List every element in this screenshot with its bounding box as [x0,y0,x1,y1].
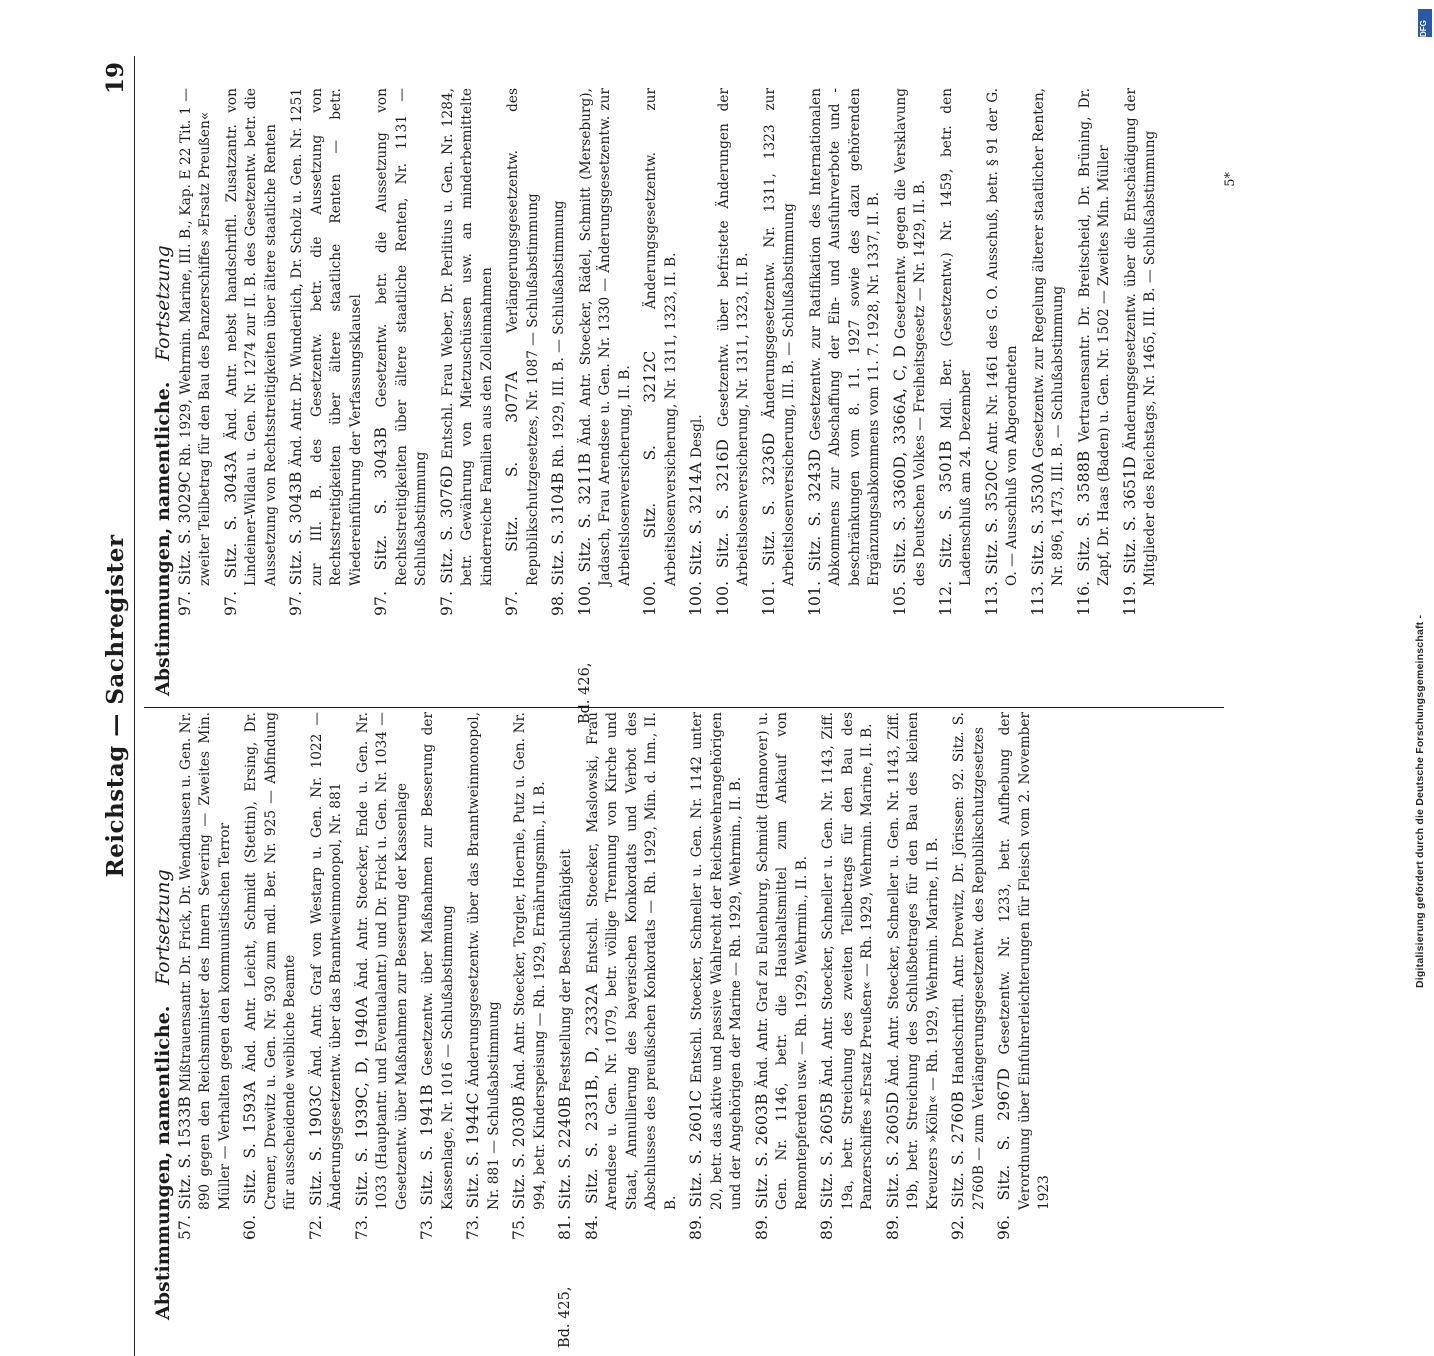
left-entry [418,712,458,1320]
entry-reference: 89. Sitz. S. 2601C [687,1089,705,1240]
entry-reference: 89. Sitz. S. 2605D [883,1091,902,1240]
entry-text: Änd. Antr. Stoecker, Schneller u. Gen. Nr. 1143, Ziff. 19a, betr. Streichung des zweiten Teilbetrags für den Bau des Panzerschiffes »Ersatz Preußen« — Rh. 1929, Wehrmin. Marine, II. B. [820,712,875,1210]
section-heading [154,712,174,1320]
section-title-right: Abstimmungen, namentliche. [152,381,174,696]
entry-reference: 113. Sitz. S. 3530A [1028,462,1047,616]
section-continued-right: Fortsetzung [152,245,174,361]
entry-text: Gesetzentw. über Maßnahmen zur Besserung der Kassenlage, Nr. 1016 — Schlußabstimmung [420,712,456,1210]
entry-reference: 101. Sitz. S. 3243D [805,449,824,616]
section-heading-right [154,88,174,696]
entry-text: Gesetzentw. zur Ratifikation des Internationalen Abkommens zur Abschaffung der Ein- und Ausfuhrverbote und -beschränkungen vom 8. 11. 1927 sowie des dazu gehörenden Ergänzungsabkommens vom 11. 7. 1928, Nr. 1337, II. B. [807,88,882,586]
entry-reference: 97. Sitz. S. 3043A [221,451,240,616]
entry-reference: 97. Sitz. S. 3043B [372,426,390,616]
left-entry [510,712,550,1320]
entry-text: Handschriftl. Antr. Drewitz, Dr. Jörissen: 92. Sitz. S. 2760B — zum Verlängerungsgesetzentw. des Republikschutzgesetzes [951,712,987,1210]
entry-text: Änderungsgesetzentw. über die Entschädigung der Mitglieder des Reichstags, Nr. 1465, III. B. — Schlußabstimmung [1122,88,1158,586]
entry-reference: 75. Sitz. S. 2030B [510,1095,528,1240]
entry-reference: 60. Sitz. S. 1593A [241,1081,259,1240]
right-column [152,87,1238,724]
entry-reference: 73. Sitz. S. 1941B [418,1084,436,1240]
entry-reference: 97. Sitz. S. 3077A [503,371,521,616]
page-header [100,56,135,1356]
right-entry [1121,88,1161,696]
entry-reference: 100. Sitz. S. 3211B [575,452,594,616]
entry-text: Änd. Antr. Stoecker, Ende u. Gen. Nr. 1033 (Hauptantr. und Eventualantr.) und Dr. Frick u. Gen. Nr. 1034 — Gesetzentw. über Maßnahmen zur Besserung der Kassenlage [354,712,410,1210]
signature-mark: 5* [1222,172,1238,187]
right-entry [714,88,754,696]
left-entry [583,712,682,1320]
left-entry [687,712,747,1320]
entry-reference: 89. Sitz. S. 2605B [818,1092,836,1240]
entry-reference: 84. Sitz. S. 2331B, D, 2332A [582,983,601,1240]
entry-text: Entschl. Stoecker, Schneller u. Gen. Nr. 1142 unter 20, betr. das aktive und passive Wahlrecht der Reichswehrangehörigen und der Angehörigen der Marine — Rh. 1929, Wehrmin., II. B. [689,712,744,1210]
right-entry [760,88,800,696]
entry-text: Änderungsgesetzentw. zur Arbeitslosenversicherung, Nr. 1311, 1323, II. B. [643,88,679,586]
entry-text: Änd. Antr. Stoecker, Rädel, Schmitt (Merseburg), Jadasch, Frau Arendsee u. Gen. Nr. 1330 — Änderungsgesetzentw. zur Arbeitslosenversicherung, II. B. [577,88,633,586]
section-title: Abstimmungen, namentliche. [152,1005,174,1320]
entry-reference: 73. Sitz. S. 1944C [464,1092,482,1240]
entry-text: Gesetzentw. Nr. 1233, betr. Aufhebung der Verordnung über Einfuhrerleichterungen für Fleisch vom 2. November 1923 [997,711,1052,1210]
entry-text: Feststellung der Beschlußfähigkeit [558,849,574,1092]
left-entry [556,712,577,1348]
entry-reference: 101. Sitz. S. 3236D [759,432,778,616]
entry-text: Änd. Antr. Stoecker, Schneller u. Gen. Nr. 1143, Ziff. 19b, betr. Streichung des Schlußbetrages für den Bau des kleinen Kreuzers »Köln« — Rh. 1929, Wehrmin. Marine, II. B. [885,711,941,1210]
entry-reference: 112. Sitz. S. 3501B [936,440,955,616]
entry-text: Verlängerungsgesetzentw. des Republikschutzgesetzes, Nr. 1087 — Schlußabstimmung [505,88,541,586]
entry-text: Desgl. [689,414,705,459]
entry-reference: 97. Sitz. S. 3043B [287,471,305,616]
entry-reference: 97. Sitz. S. 3076D [437,465,456,616]
entry-text: Rh. 1929, Wehrmin. Marine, III. B., Kap. E 22 Tit. 1 — zweiter Teilbetrag für den Bau des Panzerschiffes »Ersatz Preußen« [177,88,213,586]
right-entry [937,88,977,696]
left-entry [753,712,813,1320]
entry-reference: 57. Sitz. S. 1533B [175,1096,194,1240]
right-entry [438,88,498,696]
right-entry [1075,88,1115,696]
entry-text: Änd. Antr. nebst handschriftl. Zusatzantr. von Lindeiner-Wildau u. Gen. Nr. 1274 zur II. B. des Gesetzentw. betr. die Aussetzung von Rechtsstreitigkeiten über ältere staatliche Renten [223,88,279,586]
column-divider [144,707,1224,708]
left-entries [175,711,1055,1348]
right-entry [372,88,432,696]
entry-text: Änd. Antr. Graf von Westarp u. Gen. Nr. 1022 — Änderungsgesetzentw. über das Branntweinmonopol, Nr. 881 [308,712,344,1210]
sidebar-text: Digitalisierung gefördert durch die Deutsche Forschungsgemeinschaft - [1414,614,1426,988]
right-entry [287,88,366,696]
entry-reference: 81. Sitz. S. 2240B [556,1096,574,1240]
entry-text: Änd. Antr. Dr. Wunderlich, Dr. Scholz u. Gen. Nr. 1251 zur III. B. des Gesetzentw. betr. die Aussetzung von Rechtsstreitigkeiten über ältere staatliche Renten — betr. Wiedereinführung der Verfassungsklausel [289,88,364,586]
left-column [152,711,1234,1348]
left-entry [884,712,944,1320]
entry-text: Änd. Antr. Leicht, Schmidt (Stettin), Ersing, Dr. Cremer, Drewitz u. Gen. Nr. 930 zum mdl. Ber. Nr. 925 — Abfindung für ausscheidende weibliche Beamte [243,712,298,1210]
left-entry [353,712,413,1320]
document-page [100,62,1400,1356]
entry-reference: 119. Sitz. S. 3651D [1120,456,1139,616]
right-entry [687,88,708,696]
page-number: 19 [102,62,129,95]
entry-text: Gesetzentw. gegen die Versklavung des Deutschen Volkes — Freiheitsgesetz — Nr. 1429, II. B. [892,87,928,586]
entry-text: Gesetzentw. über befristete Änderungen der Arbeitslosenversicherung, Nr. 1311, 1323, II. B. [715,88,751,586]
left-entry [949,712,989,1320]
entry-reference: 92. Sitz. S. 2760B [949,1090,967,1240]
left-entry [241,712,301,1320]
entry-text: Änd. Antr. Stoecker, Torgler, Hoernle, Putz u. Gen. Nr. 994, betr. Kinderspeisung — Rh. 1929, Ernährungsmin., II. B. [512,712,548,1210]
section-continued: Fortsetzung [152,869,174,985]
entry-reference: 105. Sitz. S. 3360D, 3366A, C, D [890,344,909,616]
entry-reference: 72. Sitz. S. 1903C [306,1084,325,1240]
right-entries [175,87,1161,724]
left-entry [995,712,1055,1320]
entry-reference: 98. Sitz. S. 3104B [549,472,567,616]
page-title: Reichstag — Sachregister [102,534,129,878]
entry-text: Antr. Nr. 1461 des G. O. Ausschuß, betr. § 91 der G. O. — Ausschluß von Abgeordneten [984,88,1020,586]
left-entry [818,712,878,1320]
left-entry [176,712,236,1320]
entry-reference: 100. Sitz. S. 3216D [713,438,732,616]
sidebar [1412,8,1430,988]
left-entry [307,712,347,1320]
entry-reference: 73. Sitz. S. 1939C, D, 1940A [352,996,371,1240]
entry-text: Vertrauensantr. Dr. Breitscheid, Dr. Brüning, Dr. Zapf, Dr. Haas (Baden) u. Gen. Nr. 1502 — Zweites Min. Müller [1076,88,1112,586]
right-entry [575,88,636,724]
entry-text: Rh. 1929, III. B. — Schlußabstimmung [551,200,567,468]
dfg-logo [1418,9,1432,37]
right-entry [1029,88,1069,696]
right-entry [549,88,570,696]
entry-text: Änderungsgesetzentw. über das Branntweinmonopol, Nr. 881 — Schlußabstimmung [466,712,502,1210]
right-entry [983,88,1023,696]
logo-text: DFG [1419,20,1428,37]
entry-reference: 89. Sitz. S. 2603B [752,1093,771,1240]
right-entry [891,88,931,696]
right-entry [503,88,543,696]
entry-text: Gesetzentw. betr. die Aussetzung von Rechtsstreitigkeiten über ältere staatliche Renten, Nr. 1131 — Schlußabstimmung [374,88,429,586]
entry-reference: 100. Sitz. S. 3212C [641,350,659,616]
right-entry [806,88,885,696]
volume-marker: Bd. 425, [557,1286,573,1348]
entry-reference: 116. Sitz. S. 3588B [1074,450,1093,616]
entry-reference: 113. Sitz. S. 3520C [982,459,1001,616]
entry-text: Änd. Antr. Graf zu Eulenburg, Schmidt (Hannover) u. Gen. Nr. 1146, betr. die Haushaltsmittel zum Ankauf von Remontepferden usw. — Rh. 1929, Wehrmin., II. B. [754,712,810,1210]
right-entry [176,88,216,696]
entry-reference: 97. Sitz. S. 3029C [175,471,194,616]
entry-text: Entschl. Stoecker, Maslowski, Frau Arendsee u. Gen. Nr. 1079, betr. völlige Trennung von Kirche und Staat, Annullierung des bayerischen Konkordats und Verbot des Abschlusses des preußischen Konkordats — Rh. 1929, Min. d. Inn., II. B. [584,712,679,1210]
entry-text: Änderungsgesetzentw. Nr. 1311, 1323 zur Arbeitslosenversicherung, III. B. — Schlußabstimmung [761,87,797,586]
entry-text: Entschl. Frau Weber, Dr. Perlitius u. Gen. Nr. 1284, betr. Gewährung von Mietzuschüssen usw. an minderbemittelte kinderreiche Familien aus den Zolleinnahmen [439,87,495,586]
entry-reference: 96. Sitz. S. 2967D [995,1067,1013,1240]
right-entry [222,88,282,696]
left-entry [464,712,504,1320]
entry-text: Mißtrauensantr. Dr. Frick, Dr. Wendhausen u. Gen. Nr. 890 gegen den Reichsminister des Innern Severing — Zweites Min. Müller — Verhalten gegen den kommunistischen Terror [177,712,233,1210]
entry-text: Mdl. Ber. (Gesetzentw.) Nr. 1459, betr. den Ladenschluß am 24. Dezember [938,88,974,586]
entry-reference: 100. Sitz. S. 3214A [687,462,705,616]
right-entry [641,88,681,696]
entry-text: Gesetzentw. zur Regelung älterer staatlicher Renten, Nr. 896, 1473, III. B. — Schlußabstimmung [1030,88,1066,586]
volume-marker: Bd. 426, [576,662,593,724]
